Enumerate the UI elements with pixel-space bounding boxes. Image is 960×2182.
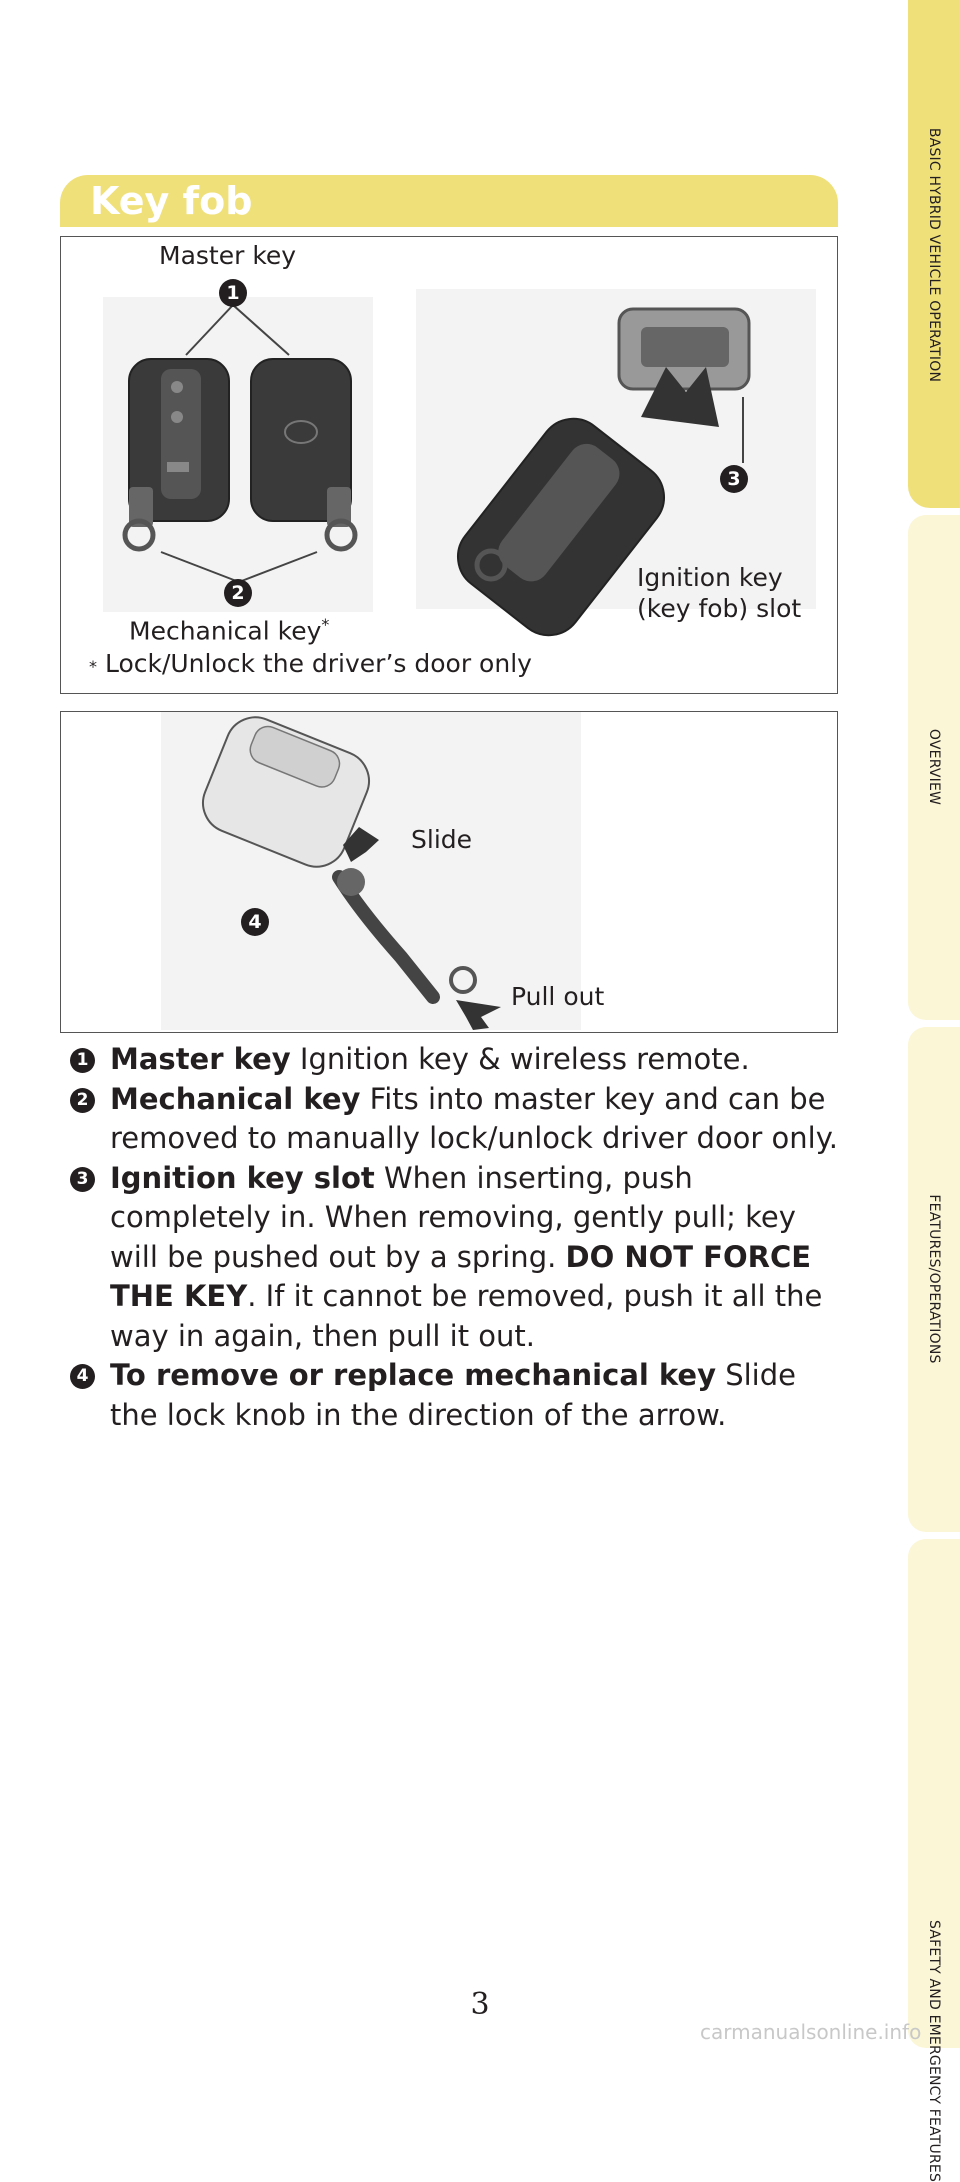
item-text: Ignition key & wireless remote.	[299, 1042, 750, 1076]
slot-label-line1: Ignition key	[637, 563, 783, 592]
item-text: Fits into master key and can be removed to manually lock/unlock driver door only.	[110, 1081, 838, 1155]
mechanical-key-text: Mechanical key	[129, 616, 322, 646]
item-number: 2	[70, 1088, 95, 1113]
badge-2: 2	[224, 579, 252, 607]
badge-1: 1	[219, 279, 247, 307]
item-text: Slide the lock knob in the direction of the arrow.	[110, 1358, 796, 1432]
key-removal-illustration	[61, 712, 836, 1031]
tab-features-operations[interactable]	[908, 1027, 960, 1532]
page-number: 3	[470, 1987, 490, 2022]
tab-overview[interactable]	[908, 515, 960, 1020]
footnote-text: Lock/Unlock the driver’s door only	[104, 649, 532, 678]
tab-label: SAFETY AND EMERGENCY FEATURES	[926, 1919, 942, 2182]
key-descriptions	[64, 1040, 844, 1435]
footnote-asterisk: *	[89, 657, 97, 676]
tab-label: FEATURES/OPERATIONS	[926, 1194, 942, 1364]
item-term: Mechanical key	[110, 1081, 361, 1116]
mechanical-key-label	[129, 615, 329, 645]
pull-out-label: Pull out	[511, 982, 605, 1011]
item-warning: DO NOT FORCE THE KEY	[110, 1239, 812, 1313]
slot-label-line2: (key fob) slot	[637, 594, 802, 623]
ignition-slot	[619, 309, 749, 389]
item-term: To remove or replace mechanical key	[110, 1358, 716, 1392]
item-number: 4	[70, 1364, 95, 1389]
list-item	[64, 1356, 844, 1435]
footnote	[89, 649, 532, 678]
badge-4: 4	[241, 908, 269, 936]
list-item	[64, 1040, 844, 1080]
master-key-label: Master key	[159, 241, 297, 270]
tab-safety-emergency[interactable]	[908, 1539, 960, 2182]
master-key-back	[251, 359, 355, 549]
list-item	[64, 1080, 844, 1159]
page-title: Key fob	[90, 179, 253, 223]
item-number: 3	[70, 1167, 95, 1192]
item-term: Master key	[110, 1042, 291, 1076]
item-term: Ignition key slot	[110, 1160, 375, 1195]
list-item	[64, 1159, 844, 1357]
watermark: carmanualsonline.info	[700, 2020, 922, 2044]
mechanical-key-removal-figure	[60, 711, 838, 1033]
tab-label: OVERVIEW	[926, 728, 942, 806]
badge-3: 3	[720, 465, 748, 493]
asterisk-mark: *	[321, 615, 330, 634]
item-number: 1	[70, 1048, 95, 1073]
tab-label: BASIC HYBRID VEHICLE OPERATION	[926, 127, 942, 383]
item-text-continued: . If it cannot be removed, push it all the way in again, then pull it out.	[110, 1279, 823, 1353]
tab-basic-hybrid-operation[interactable]	[908, 0, 960, 508]
item-text: When inserting, push completely in. When removing, gently pull; key will be pushed out by a spring.	[110, 1160, 796, 1274]
master-key-front	[125, 359, 229, 549]
section-banner	[60, 175, 838, 227]
slide-label: Slide	[411, 825, 473, 854]
key-fob-figure	[60, 236, 838, 694]
